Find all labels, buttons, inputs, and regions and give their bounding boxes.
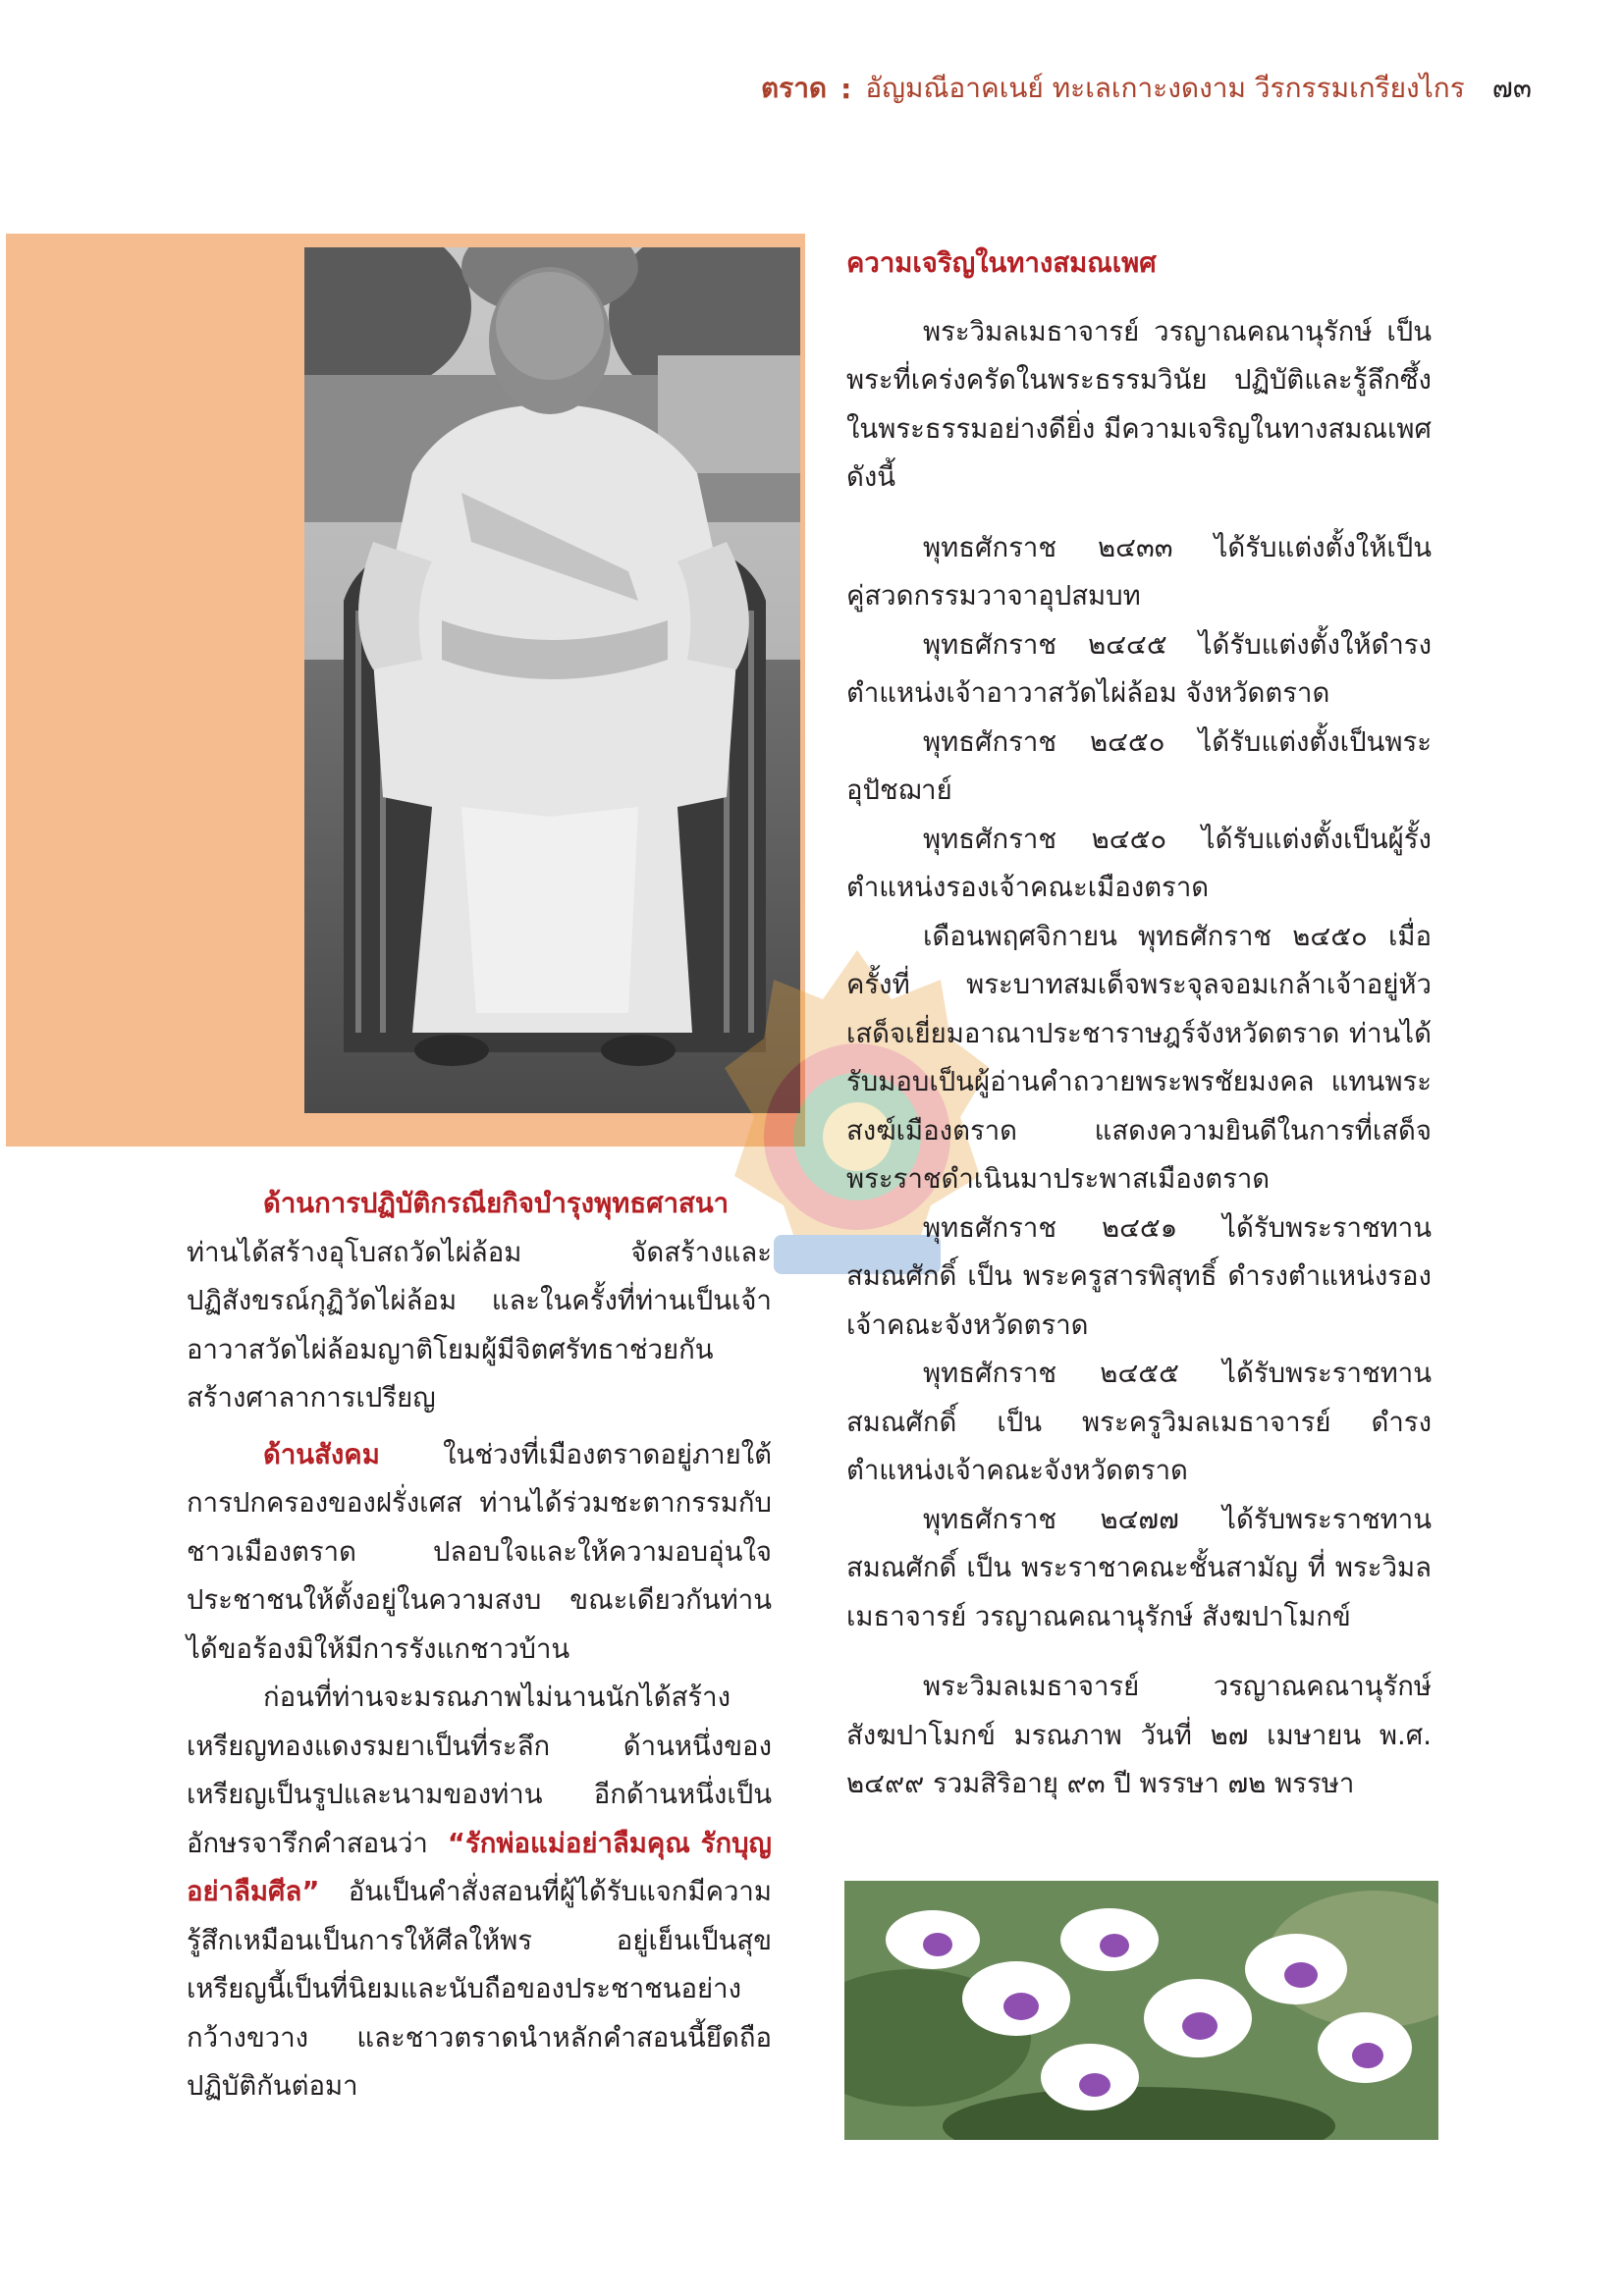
timeline-item: พุทธศักราช ๒๔๕๑ ได้รับพระราชทานสมณศักดิ์ เป็น พระครูสารพิสุทธิ์ ดำรงตำแหน่งรองเจ้าคณะจังหวัดตราด <box>846 1211 1432 1341</box>
right-column <box>846 240 1432 1809</box>
society-label: ด้านสังคม <box>263 1438 380 1470</box>
medal-quote: “รักพ่อแม่อย่าลืมคุณ รักบุญอย่าลืมศีล” <box>187 1827 772 1907</box>
header-brand: ตราด <box>760 72 828 104</box>
practice-paragraph <box>187 1180 772 1423</box>
monk-portrait-photo <box>304 247 800 1113</box>
timeline-item: พุทธศักราช ๒๔๔๕ ได้รับแต่งตั้งให้ดำรงตำแหน่งเจ้าอาวาสวัดไผ่ล้อม จังหวัดตราด <box>846 628 1432 709</box>
header-subtitle: อัญมณีอาคเนย์ ทะเลเกาะงดงาม วีรกรรมเกรียงไกร <box>865 72 1465 104</box>
left-column <box>187 1180 772 2111</box>
timeline-item: พุทธศักราช ๒๔๗๗ ได้รับพระราชทานสมณศักดิ์ เป็น พระราชาคณะชั้นสามัญ ที่ พระวิมลเมธาจารย์ วรญาณคณานุรักษ์ สังฆปาโมกข์ <box>846 1503 1432 1632</box>
header-separator: : <box>840 72 852 105</box>
practice-body: ท่านได้สร้างอุโบสถวัดไผ่ล้อม จัดสร้างและปฏิสังขรณ์กุฏิวัดไผ่ล้อม และในครั้งที่ท่านเป็นเจ้าอาวาสวัดไผ่ล้อมญาติโยมผู้มีจิตศรัทธาช่วยกันสร้างศาลาการเปรียญ <box>187 1236 772 1414</box>
timeline-item: พุทธศักราช ๒๔๕๕ ได้รับพระราชทานสมณศักดิ์ เป็น พระครูวิมลเมธาจารย์ ดำรงตำแหน่งเจ้าคณะจังหวัดตราด <box>846 1358 1432 1486</box>
medal-paragraph <box>187 1674 772 2111</box>
running-header <box>628 65 1532 112</box>
orchid-photo <box>844 1881 1438 2140</box>
medal-text-after: อันเป็นคำสั่งสอนที่ผู้ได้รับแจกมีความรู้สึกเหมือนเป็นการให้ศีลให้พร อยู่เย็นเป็นสุข เหรียญนี้เป็นที่นิยมและนับถือของประชาชนอย่างกว้างขวาง และชาวตราดนำหลักคำสอนนี้ยึดถือปฏิบัติกันต่อมา <box>187 1876 772 2102</box>
timeline-item: เดือนพฤศจิกายน พุทธศักราช ๒๔๕๐ เมื่อครั้งที่ พระบาทสมเด็จพระจุลจอมเกล้าเจ้าอยู่หัวเสด็จเยี่ยมอาณาประชาราษฎร์จังหวัดตราด ท่านได้รับมอบเป็นผู้อ่านคำถวายพระพรชัยมงคล แทนพระสงฆ์เมืองตราด แสดงความยินดีในการที่เสด็จพระราชดำเนินมาประพาสเมืองตราด <box>846 920 1432 1195</box>
timeline-item: พุทธศักราช ๒๔๓๓ ได้รับแต่งตั้งให้เป็นคู่สวดกรรมวาจาอุปสมบท <box>846 531 1432 612</box>
practice-label: ด้านการปฏิบัติกรณียกิจบำรุงพุทธศาสนา <box>263 1188 730 1219</box>
timeline-item: พุทธศักราช ๒๔๕๐ ได้รับแต่งตั้งเป็นพระอุปัชฌาย์ <box>846 725 1432 806</box>
society-paragraph <box>187 1431 772 1675</box>
page-number: ๗๓ <box>1491 72 1532 104</box>
section-heading: ความเจริญในทางสมณเพศ <box>846 247 1157 279</box>
society-body: ในช่วงที่เมืองตราดอยู่ภายใต้การปกครองของฝรั่งเศส ท่านได้ร่วมชะตากรรมกับชาวเมืองตราด ปลอบใจและให้ความอบอุ่นใจประชาชนให้ตั้งอยู่ในความสงบ ขณะเดียวกันท่านได้ขอร้องมิให้มีการรังแกชาวบ้าน <box>187 1438 772 1665</box>
intro-paragraph: พระวิมลเมธาจารย์ วรญาณคณานุรักษ์ เป็นพระที่เคร่งครัดในพระธรรมวินัย ปฏิบัติและรู้ลึกซึ้งในพระธรรมอย่างดียิ่ง มีความเจริญในทางสมณเพศ ดังนี้ <box>846 315 1432 493</box>
medal-text-before: ก่อนที่ท่านจะมรณภาพไม่นานนักได้สร้างเหรียญทองแดงรมยาเป็นที่ระลึก ด้านหนึ่งของเหรียญเป็นรูปและนามของท่าน อีกด้านหนึ่งเป็นอักษรจารึกคำสอนว่า <box>187 1682 772 1859</box>
timeline-item: พุทธศักราช ๒๔๕๐ ได้รับแต่งตั้งเป็นผู้รั้งตำแหน่งรองเจ้าคณะเมืองตราด <box>846 823 1432 903</box>
closing-paragraph: พระวิมลเมธาจารย์ วรญาณคณานุรักษ์ สังฆปาโมกข์ มรณภาพ วันที่ ๒๗ เมษายน พ.ศ. ๒๔๙๙ รวมสิริอายุ ๙๓ ปี พรรษา ๗๒ พรรษา <box>846 1671 1432 1799</box>
